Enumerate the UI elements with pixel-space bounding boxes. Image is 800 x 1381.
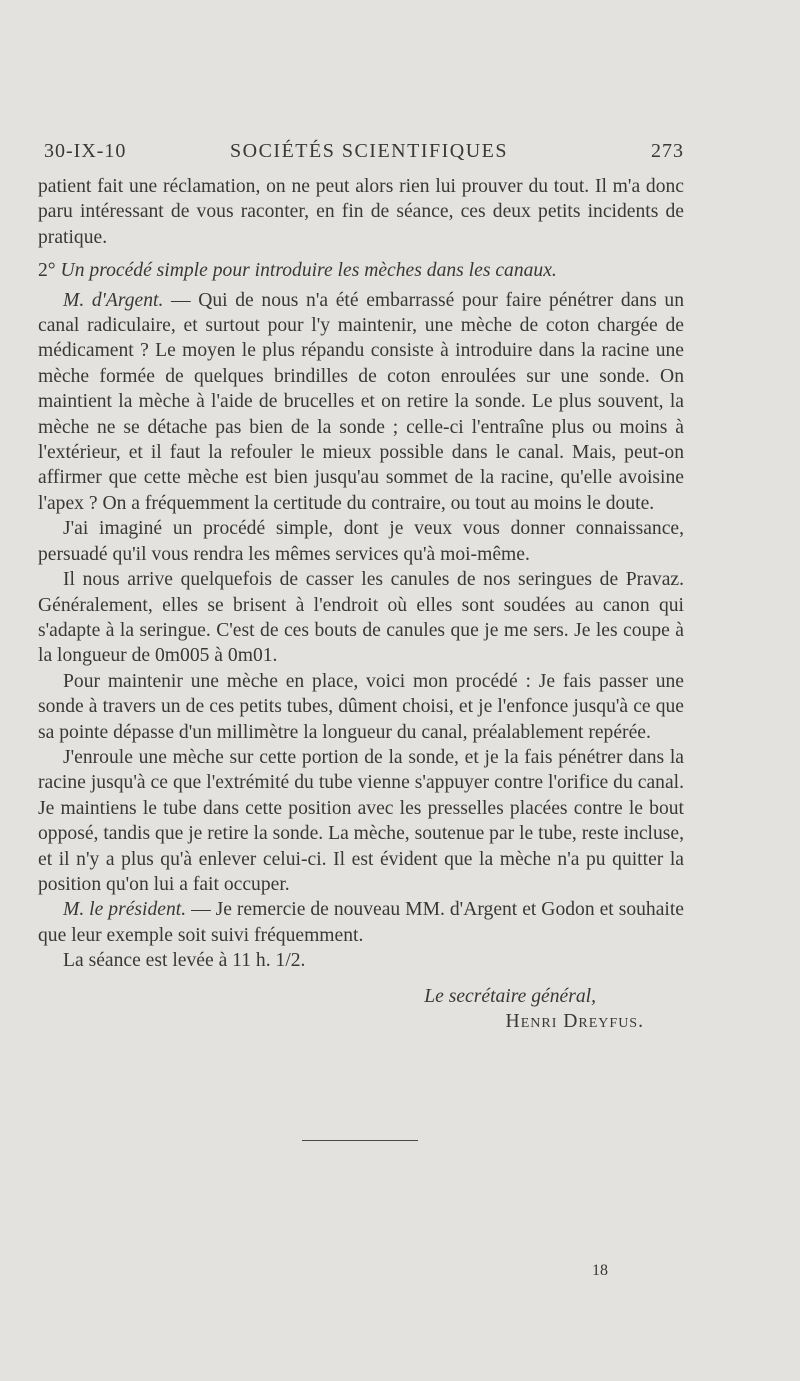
- paragraph-4: Il nous arrive quelquefois de casser les canules de nos seringues de Pravaz. Généralement, elles se brisent à l'endroit où elles sont soudées au canon qui s'adapte à la seringue. C'est de ces bouts de canules que je me sers. Je les coupe à la longueur de 0m005 à 0m01.: [38, 569, 684, 667]
- section-number: 2°: [38, 260, 56, 282]
- page-number: 273: [651, 140, 684, 162]
- paragraph-6: J'enroule une mèche sur cette portion de la sonde, et je la fais pénétrer dans la racine jusqu'à ce que l'extrémité du tube vienne s'appuyer contre l'orifice du canal. Je maintiens le tube dans cette position avec les presselles placées contre le bout opposé, tandis que je retire la sonde. La mèche, soutenue par le tube, reste incluse, et il n'y a plus qu'à enlever celui-ci. Il est évident que la mèche n'a pu quitter la position qu'on lui a fait occuper.: [38, 746, 684, 895]
- paragraph-1: patient fait une réclamation, on ne peut alors rien lui prouver du tout. Il m'a donc paru intéressant de vous raconter, en fin de séance, ces deux petits incidents de pratique.: [38, 176, 684, 248]
- paragraph-2-text: — Qui de nous n'a été embarrassé pour faire pénétrer dans un canal radiculaire, et surtout pour l'y maintenir, une mèche de coton chargée de médicament ? Le moyen le plus répandu consiste à introduire dans la racine une mèche formée de quelques brindilles de coton enroulées sur une sonde. On maintient la mèche à l'aide de brucelles et on retire la sonde. Le plus souvent, la mèche ne se détache pas bien de la sonde ; celle-ci l'entraîne plus ou moins à l'extérieur, et il faut la refouler le mieux possible dans le canal. Mais, peut-on affirmer que cette mèche est bien jusqu'au sommet de la racine, qu'elle avoisine l'apex ? On a fréquemment la certitude du contraire, ou tout au moins le doute.: [38, 289, 685, 514]
- paragraph-3: J'ai imaginé un procédé simple, dont je veux vous donner connaissance, persuadé qu'il vous rendra les mêmes services qu'à moi-même.: [38, 518, 684, 565]
- signature-mark: 18: [592, 1262, 608, 1279]
- paragraph-7-text: — Je remercie de nouveau MM. d'Argent et Godon et souhaite que leur exemple soit suivi fréquemment.: [38, 899, 684, 946]
- header-date: 30-IX-10: [44, 140, 127, 162]
- speaker-president: M. le président.: [63, 899, 187, 921]
- closing-line: La séance est levée à 11 h. 1/2.: [63, 950, 306, 972]
- speaker-dargent: M. d'Argent.: [63, 289, 164, 311]
- header-title: SOCIÉTÉS SCIENTIFIQUES: [230, 140, 509, 162]
- signature-name: Henri Dreyfus.: [505, 1011, 644, 1032]
- paragraph-5: Pour maintenir une mèche en place, voici mon procédé : Je fais passer une sonde à travers un de ces petits tubes, dûment choisi, et je l'enfonce jusqu'à ce que sa pointe dépasse d'un millimètre la longueur du canal, préalablement repérée.: [38, 670, 684, 743]
- signature-role: Le secrétaire général,: [424, 985, 596, 1007]
- paragraph-7: [38, 897, 684, 948]
- section-heading: [38, 258, 684, 283]
- body-text: [38, 174, 684, 1034]
- paragraph-2: [38, 288, 684, 517]
- section-title: Un procédé simple pour introduire les mèches dans les canaux.: [60, 260, 557, 282]
- closing-rule: [302, 1140, 418, 1141]
